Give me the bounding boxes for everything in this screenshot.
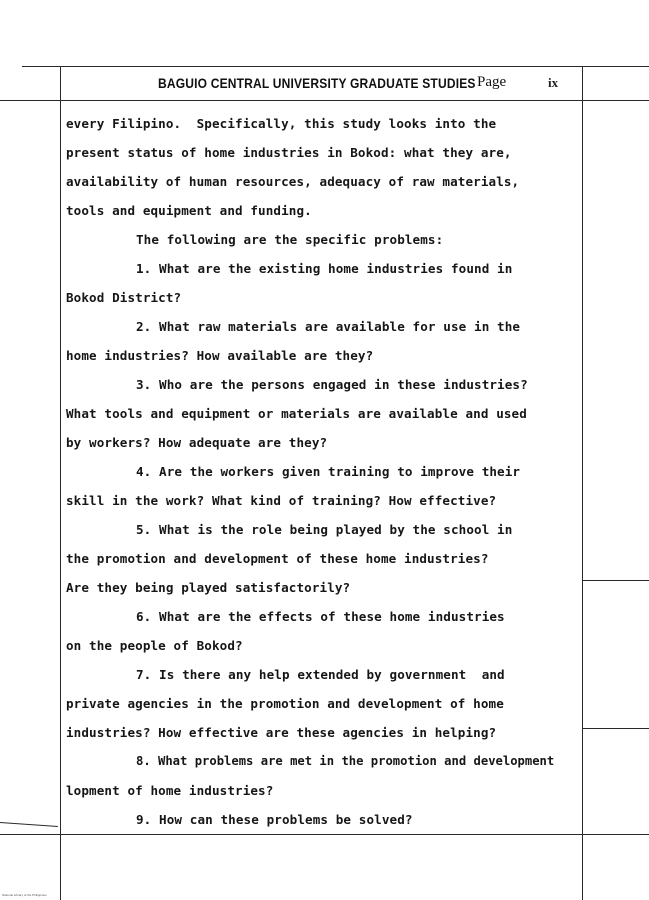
footer-note: National Library of the Philippines	[2, 893, 47, 897]
text-line: availability of human resources, adequacy of raw materials,	[66, 174, 520, 189]
text-line: 4. Are the workers given training to improve their	[136, 464, 521, 479]
header-title: BAGUIO CENTRAL UNIVERSITY GRADUATE STUDIES	[158, 75, 476, 91]
text-line: What tools and equipment or materials are available and used	[66, 406, 527, 421]
text-line: Bokod District?	[66, 290, 182, 305]
text-line: on the people of Bokod?	[66, 638, 243, 653]
text-line: private agencies in the promotion and development of home	[66, 696, 504, 711]
text-line: 2. What raw materials are available for use in the	[136, 319, 521, 334]
text-line: 9. How can these problems be solved?	[136, 812, 413, 827]
text-line: 7. Is there any help extended by government and	[136, 667, 505, 682]
page-label: Page	[477, 74, 507, 90]
text-line: present status of home industries in Bokod: what they are,	[66, 145, 512, 160]
text-line: 3. Who are the persons engaged in these industries?	[136, 377, 528, 392]
text-line: 1. What are the existing home industries found in	[136, 261, 513, 276]
text-line: 8. What problems are met in the promotion and development	[136, 754, 555, 768]
text-line: home industries? How available are they?	[66, 348, 374, 363]
text-line: lopment of home industries?	[66, 783, 274, 798]
text-line: industries? How effective are these agencies in helping?	[66, 725, 497, 740]
text-line: 5. What is the role being played by the school in	[136, 522, 513, 537]
text-line: The following are the specific problems:	[136, 232, 444, 247]
text-line: the promotion and development of these home industries?	[66, 551, 489, 566]
page-number: ix	[548, 75, 559, 90]
text-line: skill in the work? What kind of training? How effective?	[66, 493, 497, 508]
text-line: tools and equipment and funding.	[66, 203, 312, 218]
text-line: every Filipino. Specifically, this study looks into the	[66, 116, 497, 131]
text-line: 6. What are the effects of these home industries	[136, 609, 505, 624]
text-line: Are they being played satisfactorily?	[66, 580, 351, 595]
text-line: by workers? How adequate are they?	[66, 435, 328, 450]
